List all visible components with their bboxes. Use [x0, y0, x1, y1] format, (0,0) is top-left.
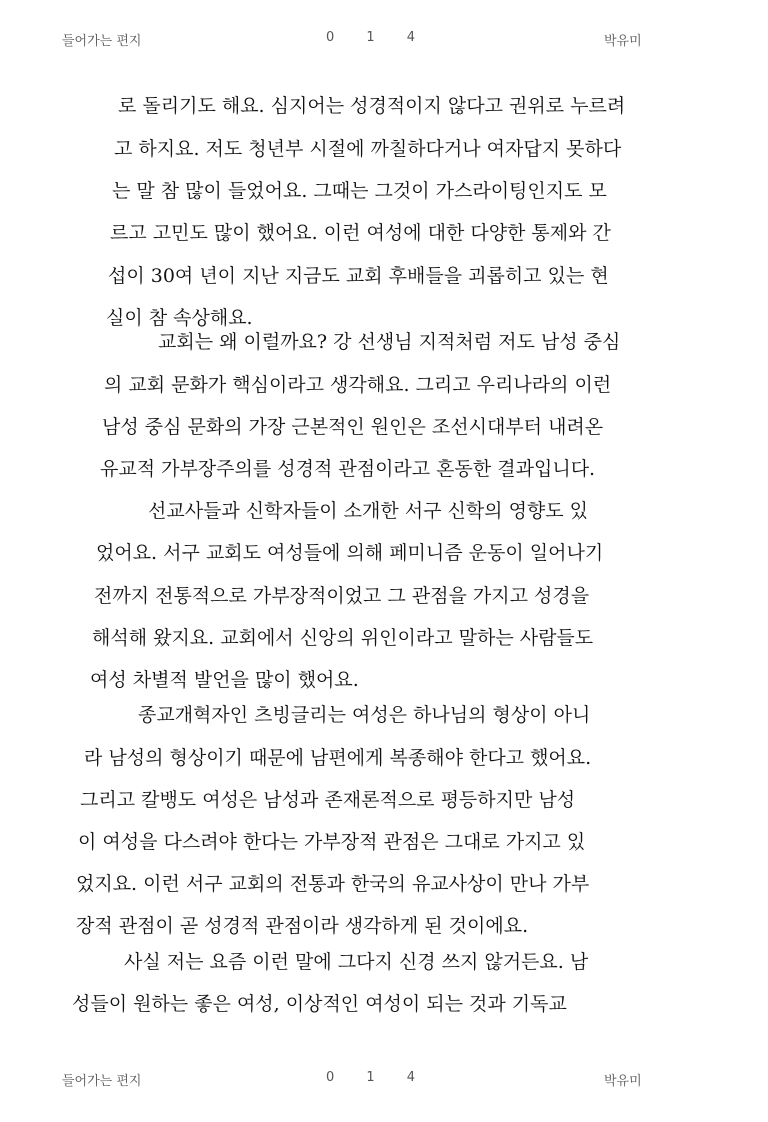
- text-line: 사실 저는 요즘 이런 말에 그다지 신경 쓰지 않거든요. 남: [124, 951, 589, 973]
- header-author: 박유미: [604, 34, 642, 49]
- header-book-title: 들어가는 편지: [62, 34, 142, 49]
- text-line: 교회는 왜 이럴까요? 강 선생님 지적처럼 저도 남성 중심: [158, 331, 621, 353]
- text-line: 유교적 가부장주의를 성경적 관점이라고 혼동한 결과입니다.: [100, 458, 596, 480]
- text-line: 남성 중심 문화의 가장 근본적인 원인은 조선시대부터 내려온: [102, 416, 604, 438]
- text-line: 해석해 왔지요. 교회에서 신앙의 위인이라고 말하는 사람들도: [92, 627, 594, 649]
- text-line: 실이 참 속상해요.: [106, 307, 253, 329]
- footer-author: 박유미: [604, 1074, 642, 1089]
- text-line: 장적 관점이 곧 성경적 관점이라 생각하게 된 것이에요.: [76, 915, 529, 937]
- page-footer: [0, 1070, 768, 1094]
- footer-book-title: 들어가는 편지: [62, 1074, 142, 1089]
- footer-page-number: 0 1 4: [326, 1070, 430, 1085]
- text-line: 성들이 원하는 좋은 여성, 이상적인 여성이 되는 것과 기독교: [72, 993, 567, 1015]
- text-line: 이 여성을 다스려야 한다는 가부장적 관점은 그대로 가지고 있: [78, 831, 586, 853]
- text-line: 선교사들과 신학자들이 소개한 서구 신학의 영향도 있: [148, 500, 589, 522]
- header-page-number: 0 1 4: [326, 30, 430, 45]
- text-line: 그리고 칼뱅도 여성은 남성과 존재론적으로 평등하지만 남성: [80, 789, 576, 811]
- text-line: 섭이 30여 년이 지난 지금도 교회 후배들을 괴롭히고 있는 현: [108, 265, 609, 287]
- text-line: 전까지 전통적으로 가부장적이었고 그 관점을 가지고 성경을: [94, 585, 590, 607]
- text-line: 여성 차별적 발언을 많이 했어요.: [90, 669, 359, 691]
- text-line: 르고 고민도 많이 했어요. 이런 여성에 대한 다양한 통제와 간: [110, 222, 611, 244]
- text-line: 었지요. 이런 서구 교회의 전통과 한국의 유교사상이 만나 가부: [76, 873, 590, 895]
- text-line: 로 돌리기도 해요. 심지어는 성경적이지 않다고 권위로 누르려: [118, 95, 626, 117]
- text-line: 고 하지요. 저도 청년부 시절에 까칠하다거나 여자답지 못하다: [114, 138, 622, 160]
- text-line: 라 남성의 형상이기 때문에 남편에게 복종해야 한다고 했어요.: [84, 747, 592, 769]
- text-line: 종교개혁자인 츠빙글리는 여성은 하나님의 형상이 아니: [138, 704, 591, 726]
- page-header: [0, 30, 768, 54]
- text-line: 었어요. 서구 교회도 여성들에 의해 페미니즘 운동이 일어나기: [96, 542, 604, 564]
- text-line: 는 말 참 많이 들었어요. 그때는 그것이 가스라이팅인지도 모: [112, 180, 607, 202]
- text-line: 의 교회 문화가 핵심이라고 생각해요. 그리고 우리나라의 이런: [104, 374, 612, 396]
